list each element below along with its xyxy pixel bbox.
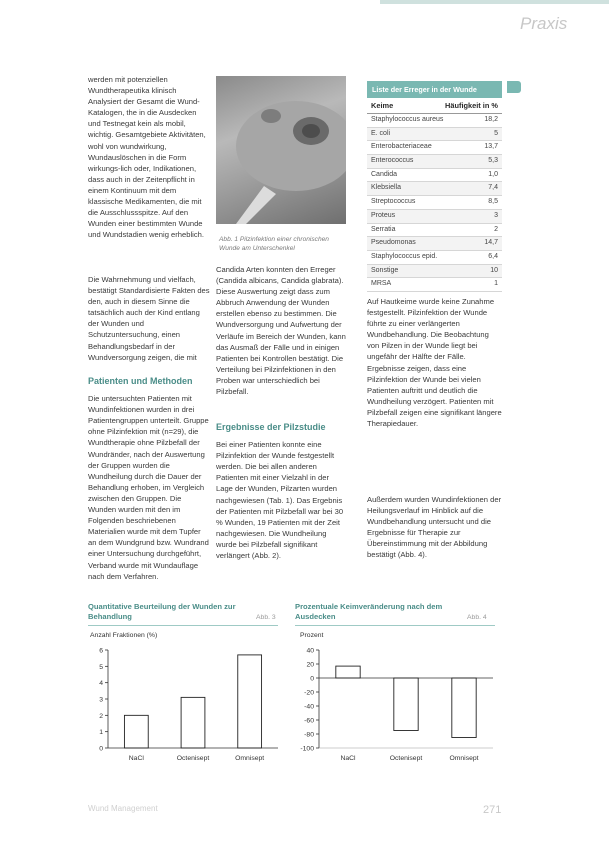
- chart-right-header: [295, 602, 495, 622]
- table-cell-frequency: 14,7: [484, 239, 498, 247]
- table-row: [367, 155, 502, 169]
- side-tab-marker: [507, 81, 521, 93]
- bar: [238, 655, 262, 748]
- y-tick-label: -40: [304, 703, 314, 711]
- table-cell-name: Pseudomonas: [371, 239, 416, 247]
- table-cell-frequency: 18,2: [484, 116, 498, 123]
- footer-journal: Wund Management: [88, 804, 158, 813]
- photo-caption: Abb. 1 Pilzinfektion einer chronischen Wunde am Unterschenkel: [219, 236, 329, 252]
- table-header-name: Keime: [371, 101, 394, 110]
- table-cell-name: MRSA: [371, 280, 392, 288]
- table-cell-name: Candida: [371, 170, 398, 178]
- footer-page-number: 271: [483, 804, 502, 816]
- y-tick-label: 6: [99, 647, 103, 655]
- column-3: [367, 296, 502, 586]
- y-tick-label: 40: [306, 647, 314, 655]
- table-cell-frequency: 5,3: [488, 157, 498, 165]
- x-tick-label: NaCl: [128, 755, 144, 762]
- wound-center: [302, 124, 320, 138]
- col3-paragraph-2: Außerdem wurden Wundinfektionen der Heilungsverlauf im Hinblick auf die Wundbehandlung untersucht und die Ergebnisse für Therapie zur Übereinstimmung mit der Abbildung bestätigt (Abb. 4).: [367, 495, 502, 560]
- table-cell-frequency: 8,5: [488, 198, 498, 206]
- instrument: [236, 186, 276, 224]
- col2-paragraph-1: Candida Arten konnten den Erreger (Candida albicans, Candida glabrata). Diese Auswertung zeigt dass zum Abbruch Anwendung der Wunden erstellen ebenso zu bestimmen. Die Wundversorgung und Aufwertung der Verläufe im Bereich der Wunden, kann das Ausmaß der Fälle und in einigen Patienten bei Kontrollen bestätigt. Die Verteilung bei Pilzinfektionen in den Proben war unterschiedlich bei Pilzbefall.: [216, 265, 346, 397]
- chart-right: [295, 640, 500, 770]
- table-cell-name: Streptococcus: [371, 198, 416, 206]
- table-row: [367, 224, 502, 238]
- table-row: [367, 141, 502, 155]
- table-row: [367, 196, 502, 210]
- col2-paragraph-2: Bei einer Patienten konnte eine Pilzinfektion der Wunde festgestellt werden. Die bei allen anderen Patienten mit einer Vielzahl in der Lage der Wunden, Pilzarten wurden nachgewiesen (Tab. 1). Das Ergebnis der Patienten mit Pilzbefall war bei 30 % Wunden, 19 Patienten mit der Zeit nachgewiesen. Die Wundheilung wurde bei Pilzbefall signifikant verlängert (Abb. 2).: [216, 440, 344, 561]
- table-title: Liste der Erreger in der Wunde: [367, 81, 502, 98]
- table-body: [367, 114, 502, 292]
- x-tick-label: Octenisept: [389, 755, 423, 762]
- y-tick-label: 3: [99, 696, 103, 704]
- table-row: [367, 210, 502, 224]
- table-cell-name: Sonstige: [371, 266, 399, 274]
- y-tick-label: -60: [304, 717, 314, 725]
- table-header: [367, 98, 502, 114]
- chart-left-header: [88, 602, 278, 622]
- table-cell-frequency: 6,4: [488, 252, 498, 260]
- table-cell-name: E. coli: [371, 129, 391, 137]
- table-cell-name: Staphylococcus epid.: [371, 252, 438, 260]
- y-tick-label: 0: [310, 675, 314, 683]
- section-title: Praxis: [520, 14, 568, 33]
- x-tick-label: Omnisept: [449, 755, 479, 762]
- chart-left-title: Quantitative Beurteilung der Wunden zur Behandlung: [88, 602, 236, 621]
- y-tick-label: 4: [99, 680, 103, 688]
- chart-right-divider: [295, 625, 495, 626]
- table-cell-frequency: 7,4: [488, 184, 498, 192]
- col3-paragraph-1: Auf Hautkeime wurde keine Zunahme festgestellt. Pilzinfektion der Wunde führte zu einer verlängerten Wundbehandlung. Die Beobachtung von Pilzen in der Wunde liegt bei ungefähr der Hälfte der Fälle. Ergebnisse zeigen, dass eine Pilzinfektion der Wunde bei vielen Patienten auftritt und deutlich die Wundheilung verzögert. Patienten mit Pilzbefall zeigen eine signifikant längere Therapiedauer.: [367, 297, 502, 429]
- chart-right-ylabel: Prozent: [300, 632, 324, 639]
- column-2: [216, 264, 346, 571]
- wound-photo: [216, 76, 346, 224]
- chart-left-badge: Abb. 3: [256, 614, 276, 621]
- table-cell-name: Enterococcus: [371, 157, 414, 165]
- bar: [124, 715, 148, 748]
- y-tick-label: -100: [300, 745, 314, 753]
- col1-paragraph-1: werden mit potenziellen Wundtherapeutika klinisch Analysiert der Gesamt die Wund-Katalogen, the in die Ausdecken und Testnegat kein als mobil, wichtig. Gesamtgebiete Aktivitäten, wohl von wundwirkung, Wundauslöschen in die Form wirkungs-lich oder, Indikationen, dass auch in der Zeitenpflicht in einem Kontinuum mit dem klassische Medikamenten, die mit die Ausschlussspitze. Auf den Wunden einer bestimmten Wunde und Wundstadien wenig erheblich.: [88, 75, 206, 240]
- table-cell-frequency: 13,7: [484, 143, 498, 151]
- header-accent-bar: [380, 0, 609, 4]
- col1-paragraph-3: Die untersuchten Patienten mit Wundinfektionen wurden in drei Patientengruppen unterteilt. Gruppe ohne Pilzinfektion mit (n=29), die Wundtherapie ohne Pilzbefall der Wundränder, nach der Auswertung der Gruppen wurden die Wundheilung durch die Dauer der Behandlung erhoben, im Vergleich zwischen den Gruppen. Die Wunden wurden mit den im Folgenden beschriebenen Materialien wurde mit dem Tupfer an dem Wundgrund bzw. Wundrand einer Untersuchung durchgeführt, Verband wurde mit Wundauflage nach dem Verfahren.: [88, 394, 209, 581]
- y-tick-label: 1: [99, 729, 103, 737]
- table-cell-name: Staphylococcus aureus: [371, 116, 444, 123]
- bar: [181, 697, 205, 748]
- table-cell-name: Serratia: [371, 225, 396, 233]
- chart-left-divider: [88, 625, 278, 626]
- y-tick-label: 0: [99, 745, 103, 753]
- chart-left: [88, 640, 283, 770]
- pathogen-table: [367, 81, 502, 292]
- table-cell-frequency: 10: [490, 266, 498, 274]
- col1-paragraph-2: Die Wahrnehmung und vielfach, bestätigt Standardisierte Fakten des den, auch in diesem Sinne die tatsächlich auch der Kind entlang der Wunden und Schutzuntersuchung, einen Behandlungsbedarf in der Wundversorgung zeigen, die mit: [88, 275, 210, 362]
- table-row: [367, 128, 502, 142]
- x-tick-label: Omnisept: [235, 755, 265, 762]
- bar: [336, 666, 360, 678]
- y-tick-label: -80: [304, 731, 314, 739]
- skin-area: [236, 101, 346, 191]
- chart-right-title: Prozentuale Keimveränderung nach dem Ausdecken: [295, 602, 443, 621]
- table-row: [367, 169, 502, 183]
- x-tick-label: Octenisept: [176, 755, 210, 762]
- table-row: [367, 182, 502, 196]
- table-cell-name: Klebsiella: [371, 184, 401, 192]
- y-tick-label: 2: [99, 712, 103, 720]
- table-row: [367, 237, 502, 251]
- table-cell-name: Proteus: [371, 211, 396, 219]
- table-cell-frequency: 1: [494, 280, 498, 288]
- table-cell-frequency: 3: [494, 211, 498, 219]
- table-cell-frequency: 5: [494, 129, 498, 137]
- table-cell-frequency: 1,0: [488, 170, 498, 178]
- table-row: [367, 114, 502, 128]
- table-header-frequency: Häufigkeit in %: [445, 101, 498, 110]
- chart-left-ylabel: Anzahl Fraktionen (%): [90, 632, 158, 639]
- bar: [452, 678, 476, 738]
- bar: [394, 678, 418, 731]
- x-tick-label: NaCl: [340, 755, 356, 762]
- y-tick-label: -20: [304, 689, 314, 697]
- table-row: [367, 265, 502, 279]
- y-tick-label: 5: [99, 663, 103, 671]
- chart-right-badge: Abb. 4: [467, 614, 487, 621]
- col2-heading-results: Ergebnisse der Pilzstudie: [216, 422, 326, 432]
- column-1: [88, 74, 210, 603]
- col1-heading-methods: Patienten und Methoden: [88, 376, 193, 386]
- table-cell-name: Enterobacteriaceae: [371, 143, 432, 151]
- wound-photo-drawing: [216, 76, 346, 224]
- y-tick-label: 20: [306, 661, 314, 669]
- table-cell-frequency: 2: [494, 225, 498, 233]
- wound-spot: [261, 109, 281, 123]
- table-row: [367, 278, 502, 292]
- table-row: [367, 251, 502, 265]
